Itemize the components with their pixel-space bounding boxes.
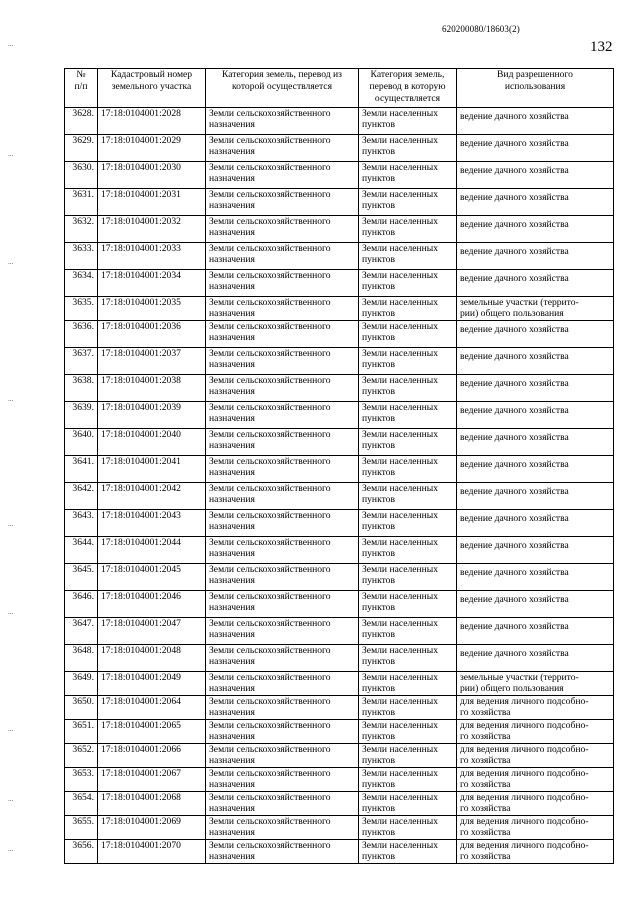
page-number: 132: [590, 39, 613, 55]
permitted-use: ведение дачного хозяйства: [457, 216, 614, 243]
permitted-use: ведение дачного хозяйства: [457, 243, 614, 270]
from-category: Земли сельскохозяйственного назначения: [206, 618, 359, 645]
cadastral-number: 17:18:0104001:2038: [98, 375, 206, 402]
table-row: [65, 483, 614, 510]
cadastral-number: 17:18:0104001:2029: [98, 135, 206, 162]
from-category: Земли сельскохозяйственного назначения: [206, 591, 359, 618]
to-category: Земли населенных пунктов: [359, 510, 457, 537]
header-cadastral-number: Кадастровый номер земельного участка: [98, 69, 206, 108]
to-category: Земли населенных пунктов: [359, 744, 457, 768]
row-number: 3647.: [65, 618, 98, 645]
from-category: Земли сельскохозяйственного назначения: [206, 744, 359, 768]
row-number: 3629.: [65, 135, 98, 162]
permitted-use: для ведения личного подсобно- го хозяйства: [457, 816, 614, 840]
to-category: Земли населенных пунктов: [359, 297, 457, 321]
table-row: [65, 321, 614, 348]
from-category: Земли сельскохозяйственного назначения: [206, 456, 359, 483]
cadastral-number: 17:18:0104001:2064: [98, 696, 206, 720]
cadastral-number: 17:18:0104001:2069: [98, 816, 206, 840]
permitted-use: ведение дачного хозяйства: [457, 537, 614, 564]
permitted-use: ведение дачного хозяйства: [457, 564, 614, 591]
table-row: [65, 618, 614, 645]
from-category: Земли сельскохозяйственного назначения: [206, 537, 359, 564]
permitted-use: ведение дачного хозяйства: [457, 591, 614, 618]
from-category: Земли сельскохозяйственного назначения: [206, 297, 359, 321]
row-number: 3655.: [65, 816, 98, 840]
table-row: [65, 816, 614, 840]
cadastral-number: 17:18:0104001:2067: [98, 768, 206, 792]
to-category: Земли населенных пунктов: [359, 270, 457, 297]
permitted-use: ведение дачного хозяйства: [457, 189, 614, 216]
row-number: 3633.: [65, 243, 98, 270]
permitted-use: ведение дачного хозяйства: [457, 270, 614, 297]
table-row: [65, 510, 614, 537]
to-category: Земли населенных пунктов: [359, 162, 457, 189]
margin-mark: ...: [8, 395, 14, 403]
cadastral-number: 17:18:0104001:2068: [98, 792, 206, 816]
cadastral-number: 17:18:0104001:2066: [98, 744, 206, 768]
table-row: [65, 297, 614, 321]
row-number: 3639.: [65, 402, 98, 429]
to-category: Земли населенных пунктов: [359, 243, 457, 270]
land-plots-table: [64, 68, 614, 864]
header-to-category: Категория земель, перевод в которую осуществляется: [359, 69, 457, 108]
table-row: [65, 645, 614, 672]
row-number: 3632.: [65, 216, 98, 243]
cadastral-number: 17:18:0104001:2065: [98, 720, 206, 744]
permitted-use: ведение дачного хозяйства: [457, 135, 614, 162]
permitted-use: ведение дачного хозяйства: [457, 645, 614, 672]
permitted-use: ведение дачного хозяйства: [457, 510, 614, 537]
table-row: [65, 348, 614, 375]
row-number: 3636.: [65, 321, 98, 348]
table-header-row: [65, 69, 614, 108]
row-number: 3631.: [65, 189, 98, 216]
permitted-use: ведение дачного хозяйства: [457, 108, 614, 135]
table-row: [65, 162, 614, 189]
table-row: [65, 696, 614, 720]
cadastral-number: 17:18:0104001:2035: [98, 297, 206, 321]
row-number: 3646.: [65, 591, 98, 618]
row-number: 3642.: [65, 483, 98, 510]
permitted-use: ведение дачного хозяйства: [457, 375, 614, 402]
permitted-use: ведение дачного хозяйства: [457, 618, 614, 645]
table-row: [65, 591, 614, 618]
row-number: 3634.: [65, 270, 98, 297]
row-number: 3644.: [65, 537, 98, 564]
cadastral-number: 17:18:0104001:2034: [98, 270, 206, 297]
from-category: Земли сельскохозяйственного назначения: [206, 135, 359, 162]
permitted-use: ведение дачного хозяйства: [457, 429, 614, 456]
from-category: Земли сельскохозяйственного назначения: [206, 816, 359, 840]
cadastral-number: 17:18:0104001:2041: [98, 456, 206, 483]
table-row: [65, 402, 614, 429]
from-category: Земли сельскохозяйственного назначения: [206, 720, 359, 744]
from-category: Земли сельскохозяйственного назначения: [206, 792, 359, 816]
row-number: 3645.: [65, 564, 98, 591]
header-from-category: Категория земель, перевод из которой осуществляется: [206, 69, 359, 108]
cadastral-number: 17:18:0104001:2031: [98, 189, 206, 216]
table-row: [65, 840, 614, 864]
to-category: Земли населенных пунктов: [359, 564, 457, 591]
from-category: Земли сельскохозяйственного назначения: [206, 672, 359, 696]
cadastral-number: 17:18:0104001:2028: [98, 108, 206, 135]
from-category: Земли сельскохозяйственного назначения: [206, 696, 359, 720]
from-category: Земли сельскохозяйственного назначения: [206, 348, 359, 375]
cadastral-number: 17:18:0104001:2048: [98, 645, 206, 672]
to-category: Земли населенных пунктов: [359, 483, 457, 510]
from-category: Земли сельскохозяйственного назначения: [206, 510, 359, 537]
row-number: 3630.: [65, 162, 98, 189]
row-number: 3638.: [65, 375, 98, 402]
from-category: Земли сельскохозяйственного назначения: [206, 483, 359, 510]
cadastral-number: 17:18:0104001:2047: [98, 618, 206, 645]
to-category: Земли населенных пунктов: [359, 135, 457, 162]
cadastral-number: 17:18:0104001:2042: [98, 483, 206, 510]
row-number: 3649.: [65, 672, 98, 696]
table-row: [65, 375, 614, 402]
from-category: Земли сельскохозяйственного назначения: [206, 402, 359, 429]
row-number: 3628.: [65, 108, 98, 135]
row-number: 3652.: [65, 744, 98, 768]
to-category: Земли населенных пунктов: [359, 768, 457, 792]
table-row: [65, 189, 614, 216]
table-row: [65, 135, 614, 162]
cadastral-number: 17:18:0104001:2030: [98, 162, 206, 189]
from-category: Земли сельскохозяйственного назначения: [206, 375, 359, 402]
permitted-use: ведение дачного хозяйства: [457, 162, 614, 189]
cadastral-number: 17:18:0104001:2032: [98, 216, 206, 243]
permitted-use: для ведения личного подсобно- го хозяйства: [457, 720, 614, 744]
to-category: Земли населенных пунктов: [359, 429, 457, 456]
cadastral-number: 17:18:0104001:2070: [98, 840, 206, 864]
header-permitted-use: Вид разрешенного использования: [457, 69, 614, 108]
to-category: Земли населенных пунктов: [359, 696, 457, 720]
header-num: № п/п: [65, 69, 98, 108]
to-category: Земли населенных пунктов: [359, 645, 457, 672]
table-row: [65, 429, 614, 456]
table-row: [65, 456, 614, 483]
row-number: 3641.: [65, 456, 98, 483]
margin-mark: ...: [8, 725, 14, 733]
document-id: 620200080/18603(2): [442, 24, 520, 34]
to-category: Земли населенных пунктов: [359, 108, 457, 135]
to-category: Земли населенных пунктов: [359, 216, 457, 243]
table-body: [65, 108, 614, 864]
table-row: [65, 216, 614, 243]
from-category: Земли сельскохозяйственного назначения: [206, 216, 359, 243]
permitted-use: для ведения личного подсобно- го хозяйства: [457, 792, 614, 816]
table-row: [65, 792, 614, 816]
row-number: 3635.: [65, 297, 98, 321]
cadastral-number: 17:18:0104001:2046: [98, 591, 206, 618]
to-category: Земли населенных пунктов: [359, 672, 457, 696]
cadastral-number: 17:18:0104001:2040: [98, 429, 206, 456]
permitted-use: для ведения личного подсобно- го хозяйства: [457, 696, 614, 720]
from-category: Земли сельскохозяйственного назначения: [206, 243, 359, 270]
row-number: 3654.: [65, 792, 98, 816]
to-category: Земли населенных пунктов: [359, 456, 457, 483]
to-category: Земли населенных пунктов: [359, 402, 457, 429]
cadastral-number: 17:18:0104001:2049: [98, 672, 206, 696]
table-row: [65, 270, 614, 297]
cadastral-number: 17:18:0104001:2037: [98, 348, 206, 375]
margin-mark: ...: [8, 40, 14, 48]
permitted-use: ведение дачного хозяйства: [457, 402, 614, 429]
cadastral-number: 17:18:0104001:2039: [98, 402, 206, 429]
from-category: Земли сельскохозяйственного назначения: [206, 768, 359, 792]
permitted-use: для ведения личного подсобно- го хозяйства: [457, 768, 614, 792]
to-category: Земли населенных пунктов: [359, 840, 457, 864]
permitted-use: ведение дачного хозяйства: [457, 321, 614, 348]
to-category: Земли населенных пунктов: [359, 618, 457, 645]
from-category: Земли сельскохозяйственного назначения: [206, 162, 359, 189]
table-row: [65, 564, 614, 591]
row-number: 3653.: [65, 768, 98, 792]
from-category: Земли сельскохозяйственного назначения: [206, 321, 359, 348]
to-category: Земли населенных пунктов: [359, 537, 457, 564]
from-category: Земли сельскохозяйственного назначения: [206, 840, 359, 864]
permitted-use: для ведения личного подсобно- го хозяйства: [457, 744, 614, 768]
cadastral-number: 17:18:0104001:2044: [98, 537, 206, 564]
row-number: 3656.: [65, 840, 98, 864]
margin-mark: ...: [8, 608, 14, 616]
margin-mark: ...: [8, 520, 14, 528]
from-category: Земли сельскохозяйственного назначения: [206, 108, 359, 135]
table-row: [65, 537, 614, 564]
permitted-use: земельные участки (террито- рии) общего пользования: [457, 672, 614, 696]
cadastral-number: 17:18:0104001:2033: [98, 243, 206, 270]
permitted-use: ведение дачного хозяйства: [457, 456, 614, 483]
permitted-use: для ведения личного подсобно- го хозяйства: [457, 840, 614, 864]
margin-mark: ...: [8, 845, 14, 853]
table-row: [65, 744, 614, 768]
margin-mark: ...: [8, 795, 14, 803]
to-category: Земли населенных пунктов: [359, 189, 457, 216]
permitted-use: ведение дачного хозяйства: [457, 348, 614, 375]
to-category: Земли населенных пунктов: [359, 720, 457, 744]
from-category: Земли сельскохозяйственного назначения: [206, 189, 359, 216]
table-row: [65, 243, 614, 270]
margin-mark: ...: [8, 150, 14, 158]
margin-mark: ...: [8, 258, 14, 266]
row-number: 3640.: [65, 429, 98, 456]
cadastral-number: 17:18:0104001:2036: [98, 321, 206, 348]
table-row: [65, 108, 614, 135]
cadastral-number: 17:18:0104001:2045: [98, 564, 206, 591]
table-row: [65, 720, 614, 744]
table-row: [65, 672, 614, 696]
row-number: 3648.: [65, 645, 98, 672]
from-category: Земли сельскохозяйственного назначения: [206, 645, 359, 672]
from-category: Земли сельскохозяйственного назначения: [206, 270, 359, 297]
from-category: Земли сельскохозяйственного назначения: [206, 429, 359, 456]
to-category: Земли населенных пунктов: [359, 792, 457, 816]
row-number: 3650.: [65, 696, 98, 720]
permitted-use: ведение дачного хозяйства: [457, 483, 614, 510]
row-number: 3637.: [65, 348, 98, 375]
cadastral-number: 17:18:0104001:2043: [98, 510, 206, 537]
to-category: Земли населенных пунктов: [359, 816, 457, 840]
row-number: 3651.: [65, 720, 98, 744]
to-category: Земли населенных пунктов: [359, 348, 457, 375]
to-category: Земли населенных пунктов: [359, 591, 457, 618]
row-number: 3643.: [65, 510, 98, 537]
to-category: Земли населенных пунктов: [359, 321, 457, 348]
table-row: [65, 768, 614, 792]
to-category: Земли населенных пунктов: [359, 375, 457, 402]
from-category: Земли сельскохозяйственного назначения: [206, 564, 359, 591]
permitted-use: земельные участки (террито- рии) общего пользования: [457, 297, 614, 321]
